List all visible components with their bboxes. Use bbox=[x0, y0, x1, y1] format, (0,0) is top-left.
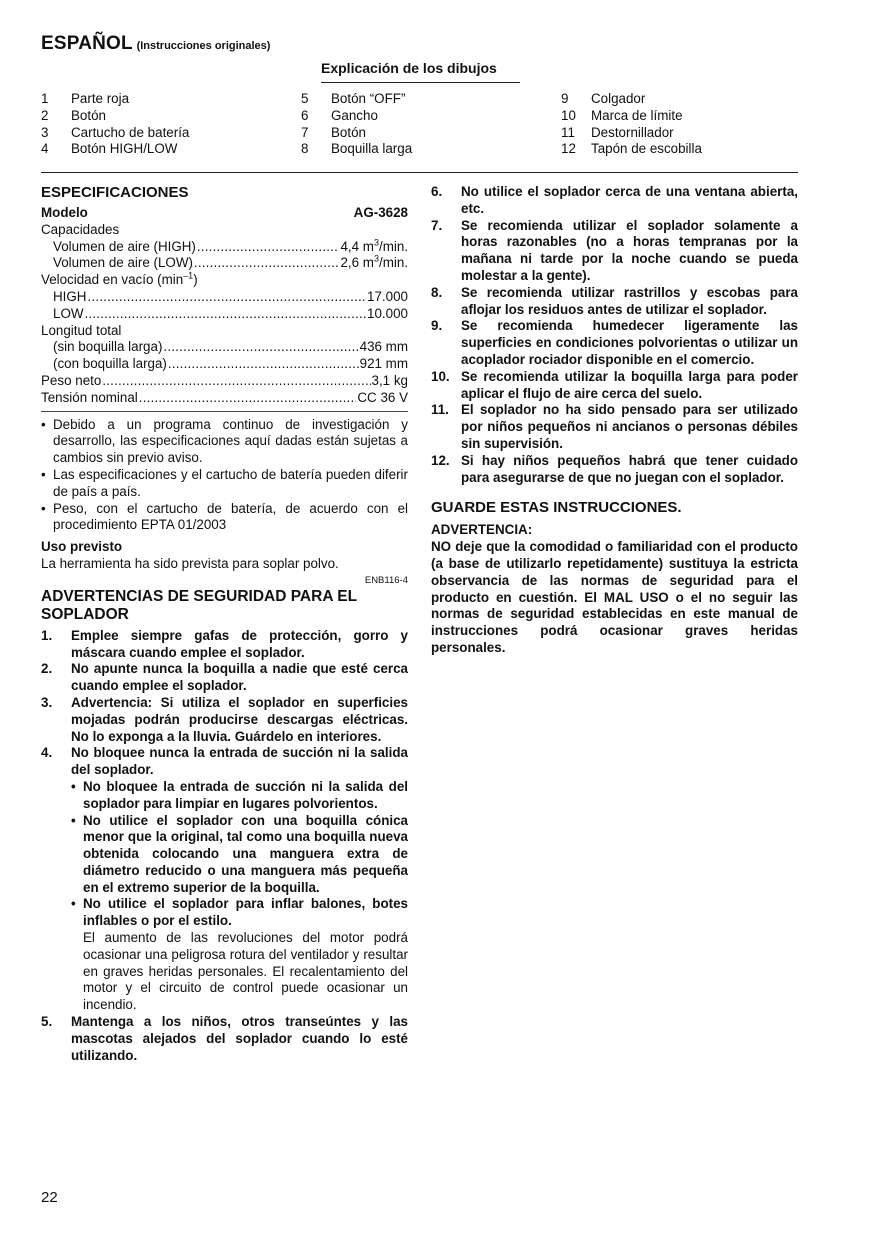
warning-item: 9. Se recomienda humedecer ligeramente las superficies en condiciones polvorientas o utilizar un acoplador rociador disponible en el comercio. bbox=[431, 318, 798, 367]
warning-subitem: • No bloquee la entrada de succión ni la salida del soplador para limpiar en lugares polvorientos. bbox=[71, 778, 408, 811]
legend-item: 4 Botón HIGH/LOW bbox=[41, 141, 178, 157]
warning-item: 1. Emplee siempre gafas de protección, gorro y máscara cuando emplee el soplador. bbox=[41, 627, 408, 660]
spec-model-row: Modelo AG-3628 bbox=[41, 205, 408, 220]
save-instructions-title: GUARDE ESTAS INSTRUCCIONES. bbox=[431, 499, 682, 517]
spec-notes bbox=[41, 411, 408, 535]
warning-item: 8. Se recomienda utilizar rastrillos y escobas para aflojar los residuos antes de utilizar el soplador. bbox=[431, 284, 798, 317]
spec-speed-low: LOW ..... 10.000 bbox=[41, 306, 408, 323]
spec-voltage: Tensión nominal ..... CC 36 V bbox=[41, 390, 408, 407]
legend-item: 6 Gancho bbox=[301, 107, 378, 123]
spec-length-label: Longitud total bbox=[41, 322, 122, 338]
warning-item: 3. Advertencia: Si utiliza el soplador en superficies mojadas podrán producirse descargas eléctricas. No lo exponga a la lluvia. Guárdelo en interiores. bbox=[41, 694, 408, 744]
left-column bbox=[41, 184, 408, 1064]
legend-column-1 bbox=[41, 91, 301, 158]
warning-item: 12. Si hay niños pequeños habrá que tener cuidado para asegurarse de que no juegan con el soplador. bbox=[431, 452, 798, 485]
spec-air-low: Volumen de aire (LOW) ..... 2,6 $m^3/\min$. bbox=[41, 255, 408, 272]
legend-item: 5 Botón “OFF” bbox=[301, 91, 406, 106]
spec-length-without: (sin boquilla larga) ..... 436 mm bbox=[41, 339, 408, 356]
section-divider bbox=[41, 172, 798, 173]
warning-label: ADVERTENCIA: bbox=[431, 522, 533, 538]
legend-item: 11 Destornillador bbox=[561, 124, 674, 140]
legend-item: 1 Parte roja bbox=[41, 91, 130, 106]
spec-note: • Las especificaciones y el cartucho de batería pueden diferir de país a país. bbox=[41, 466, 408, 499]
spec-length-with: (con boquilla larga) ..... 921 mm bbox=[41, 356, 408, 373]
specs-title: ESPECIFICACIONES bbox=[41, 184, 189, 201]
language-title: ESPAÑOL bbox=[41, 33, 133, 54]
legend-divider bbox=[321, 82, 520, 83]
spec-air-high: Volumen de aire (HIGH) ..... 4,4 $m^3/\min$. bbox=[41, 239, 408, 256]
warning-subitem: • No utilice el soplador para inflar balones, botes inflables o por el estilo. bbox=[71, 896, 408, 929]
legend-item: 3 Cartucho de batería bbox=[41, 124, 190, 140]
page-header bbox=[41, 33, 271, 55]
warning-text: NO deje que la comodidad o familiaridad con el producto (a base de utilizarlo repetidamente) sustituya la estricta observancia de las normas de seguridad para el producto en cuestión. El MAL USO o el no seguir las normas de seguridad establecidas en este manual de instrucciones podrá ocasionar graves heridas personales. bbox=[431, 539, 798, 655]
language-subtitle: (Instrucciones originales) bbox=[136, 40, 271, 52]
legend-item: 10 Marca de límite bbox=[561, 107, 683, 123]
spec-note: • Peso, con el cartucho de batería, de acuerdo con el procedimiento EPTA 01/2003 bbox=[41, 500, 408, 533]
legend-column-3 bbox=[561, 91, 821, 158]
safety-warnings-title: ADVERTENCIAS DE SEGURIDAD PARA EL SOPLADOR bbox=[41, 587, 357, 624]
spec-capacities-label: Capacidades bbox=[41, 221, 120, 237]
intended-use-text: La herramienta ha sido prevista para soplar polvo. bbox=[41, 555, 339, 571]
right-column bbox=[431, 184, 798, 657]
warning-item: 5. Mantenga a los niños, otros transeúntes y las mascotas alejados del soplador cuando lo esté utilizando. bbox=[41, 1014, 408, 1063]
legend-item: 9 Colgador bbox=[561, 91, 646, 106]
spec-weight: Peso neto ..... 3,1 kg bbox=[41, 373, 408, 390]
legend-item: 8 Boquilla larga bbox=[301, 141, 413, 157]
legend-item: 2 Botón bbox=[41, 107, 106, 123]
legend-column-2 bbox=[301, 91, 561, 158]
warning-item: 11. El soplador no ha sido pensado para ser utilizado por niños pequeños ni ancianos o personas débiles sin supervisión. bbox=[431, 402, 798, 451]
spec-speed-high: HIGH ..... 17.000 bbox=[41, 289, 408, 306]
warning-subitem: • No utilice el soplador con una boquilla cónica menor que la original, tal como una boquilla nueva obtenida colocando una manguera extra de diámetro reducido o una manguera más pequeña en el extremo superior de la boquilla. bbox=[71, 812, 408, 895]
intended-use-title: Uso previsto bbox=[41, 539, 123, 555]
warning-subitem-note: El aumento de las revoluciones del motor podrá ocasionar una peligrosa rotura del ventilador y resultar en graves heridas personales. El recalentamiento del motor y el circuito de control puede ocasionar un incendio. bbox=[83, 930, 408, 1013]
legend-item: 12 Tapón de escobilla bbox=[561, 141, 702, 157]
page-number: 22 bbox=[41, 1189, 58, 1206]
legend-item: 7 Botón bbox=[301, 124, 366, 140]
warning-item: 6. No utilice el soplador cerca de una ventana abierta, etc. bbox=[431, 184, 798, 216]
document-code: ENB116-4 bbox=[364, 574, 408, 586]
warning-item: 2. No apunte nunca la boquilla a nadie que esté cerca cuando emplee el soplador. bbox=[41, 661, 408, 694]
warning-item: 10. Se recomienda utilizar la boquilla larga para poder aplicar el flujo de aire cerca del suelo. bbox=[431, 368, 798, 401]
legend-title: Explicación de los dibujos bbox=[321, 60, 497, 76]
spec-note: • Debido a un programa continuo de investigación y desarrollo, las especificaciones aquí dadas están sujetas a cambios sin previo aviso. bbox=[41, 416, 408, 466]
warning-item: 4. No bloquee nunca la entrada de succión ni la salida del soplador. • No bloquee la entrada de succión ni la salida del soplador para limpiar en lugares polvorientos. • No utilice el soplador con una boquilla cónica menor que la original, tal como una boquilla nueva obtenida colocando una manguera extra de diámetro reducido o una manguera más pequeña en el extremo superior de la boquilla. • No utilice el soplador para inflar balones, botes inflables o por el estilo. El aumento de las revoluciones del motor podrá ocasionar una peligrosa rotura del ventilador y resultar en graves heridas personales. El recalentamiento del motor y el circuito de control puede ocasionar un incendio. bbox=[41, 745, 408, 1013]
warning-item: 7. Se recomienda utilizar el soplador solamente a horas razonables (no a horas tempranas por la mañana ni tarde por la noche cuando se pueda molestar a la gente). bbox=[431, 217, 798, 283]
spec-speed-label: Velocidad en vacío $(\min^{-1})$ bbox=[41, 270, 198, 288]
